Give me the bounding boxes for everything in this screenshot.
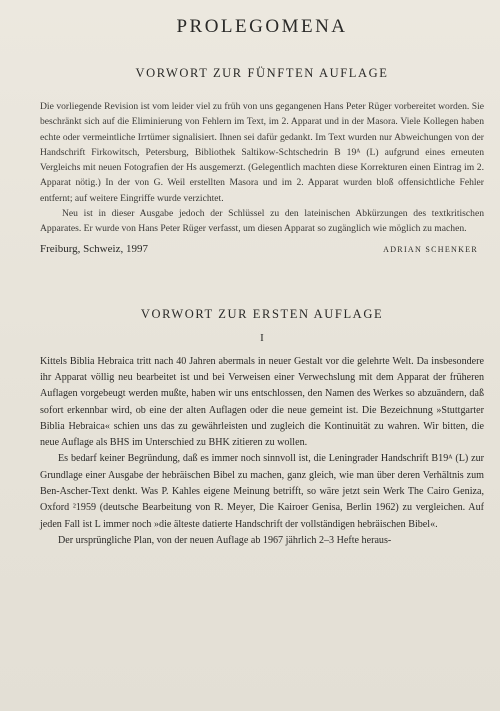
- paragraph: Es bedarf keiner Begründung, daß es immer noch sinnvoll ist, die Leningrader Handschrift B19ᴬ (L) zur Grundlage einer Ausgabe der hebräischen Bibel zu machen, ganz gleich, wie man über deren Verhältnis zum Ben-Ascher-Text denkt. Was P. Kahles eigene Meinung betrifft, so wäre jetzt sein Werk The Cairo Geniza, Oxford ²1959 (deutsche Bearbeitung von R. Meyer, Die Kairoer Genisa, Berlin 1962) zu vergleichen. Auf jeden Fall ist L immer noch »die älteste datierte Handschrift der vollständigen hebräischen Bibel«.: [40, 453, 484, 530]
- place-date: Freiburg, Schweiz, 1997: [40, 242, 148, 255]
- section-numeral: I: [260, 331, 264, 344]
- section-heading-fifth-edition: VORWORT ZUR FÜNFTEN AUFLAGE: [135, 66, 389, 80]
- paragraph: Neu ist in dieser Ausgabe jedoch der Schlüssel zu den lateinischen Abkürzungen des textkritischen Apparates. Er wurde von Hans Peter Rüger verfasst, um diesen Apparat so zugänglich wie möglich zu machen.: [40, 208, 484, 235]
- section-heading-first-edition: VORWORT ZUR ERSTEN AUFLAGE: [140, 306, 384, 321]
- section-body-fifth-edition: [40, 99, 484, 237]
- section-body-first-edition: [40, 354, 484, 550]
- paragraph: Kittels Biblia Hebraica tritt nach 40 Jahren abermals in neuer Gestalt vor die gelehrte Welt. Da insbesondere ihr Apparat völlig neu bearbeitet ist und bei Verweisen einer Verwechslung mit dem Apparat der früheren Auflagen vorgebeugt werden mußte, haben wir uns entschlossen, den Namen des Werkes so abzuändern, daß sofort erkennbar wird, ob eine der alten Auflagen oder die neue gemeint ist. Die Bezeichnung »Stuttgarter Biblia Hebraica« schien uns das zu gewährleisten und zugleich die Kontinuität zu wahren. Wir bitten, die neue Auflage als BHS im Unterschied zu BHK zitieren zu wollen.: [40, 355, 484, 449]
- page-title: PROLEGOMENA: [176, 16, 348, 37]
- paragraph: Der ursprüngliche Plan, von der neuen Auflage ab 1967 jährlich 2–3 Hefte heraus-: [58, 534, 392, 546]
- paragraph: Die vorliegende Revision ist vom leider viel zu früh von uns gegangenen Hans Peter Rüger vorbereitet worden. Sie beschränkt sich auf die Eliminierung von Fehlern im Text, im 2. Apparat und in der Masora. Viele Kollegen haben echte oder vermeintliche Irrtümer signalisiert. Ihnen sei dafür gedankt. Im Text wurden nur Abweichungen von der Handschrift Firkowitsch, Petersburg, Bibliothek Saltikow-Schtschedrin B 19ᴬ (L) aufgrund eines erneuten Vergleichs mit neuen Fotografien der Hs ausgemerzt. (Gelegentlich machten diese Korrekturen einen Eintrag im 2. Apparat nötig.) In der von G. Weil erstellten Masora und im 2. Apparat wurden bloß offensichtliche Fehler entfernt; auf weitere Eingriffe wurde verzichtet.: [40, 101, 484, 204]
- signature: ADRIAN SCHENKER: [383, 244, 478, 254]
- signature-row: [40, 243, 484, 255]
